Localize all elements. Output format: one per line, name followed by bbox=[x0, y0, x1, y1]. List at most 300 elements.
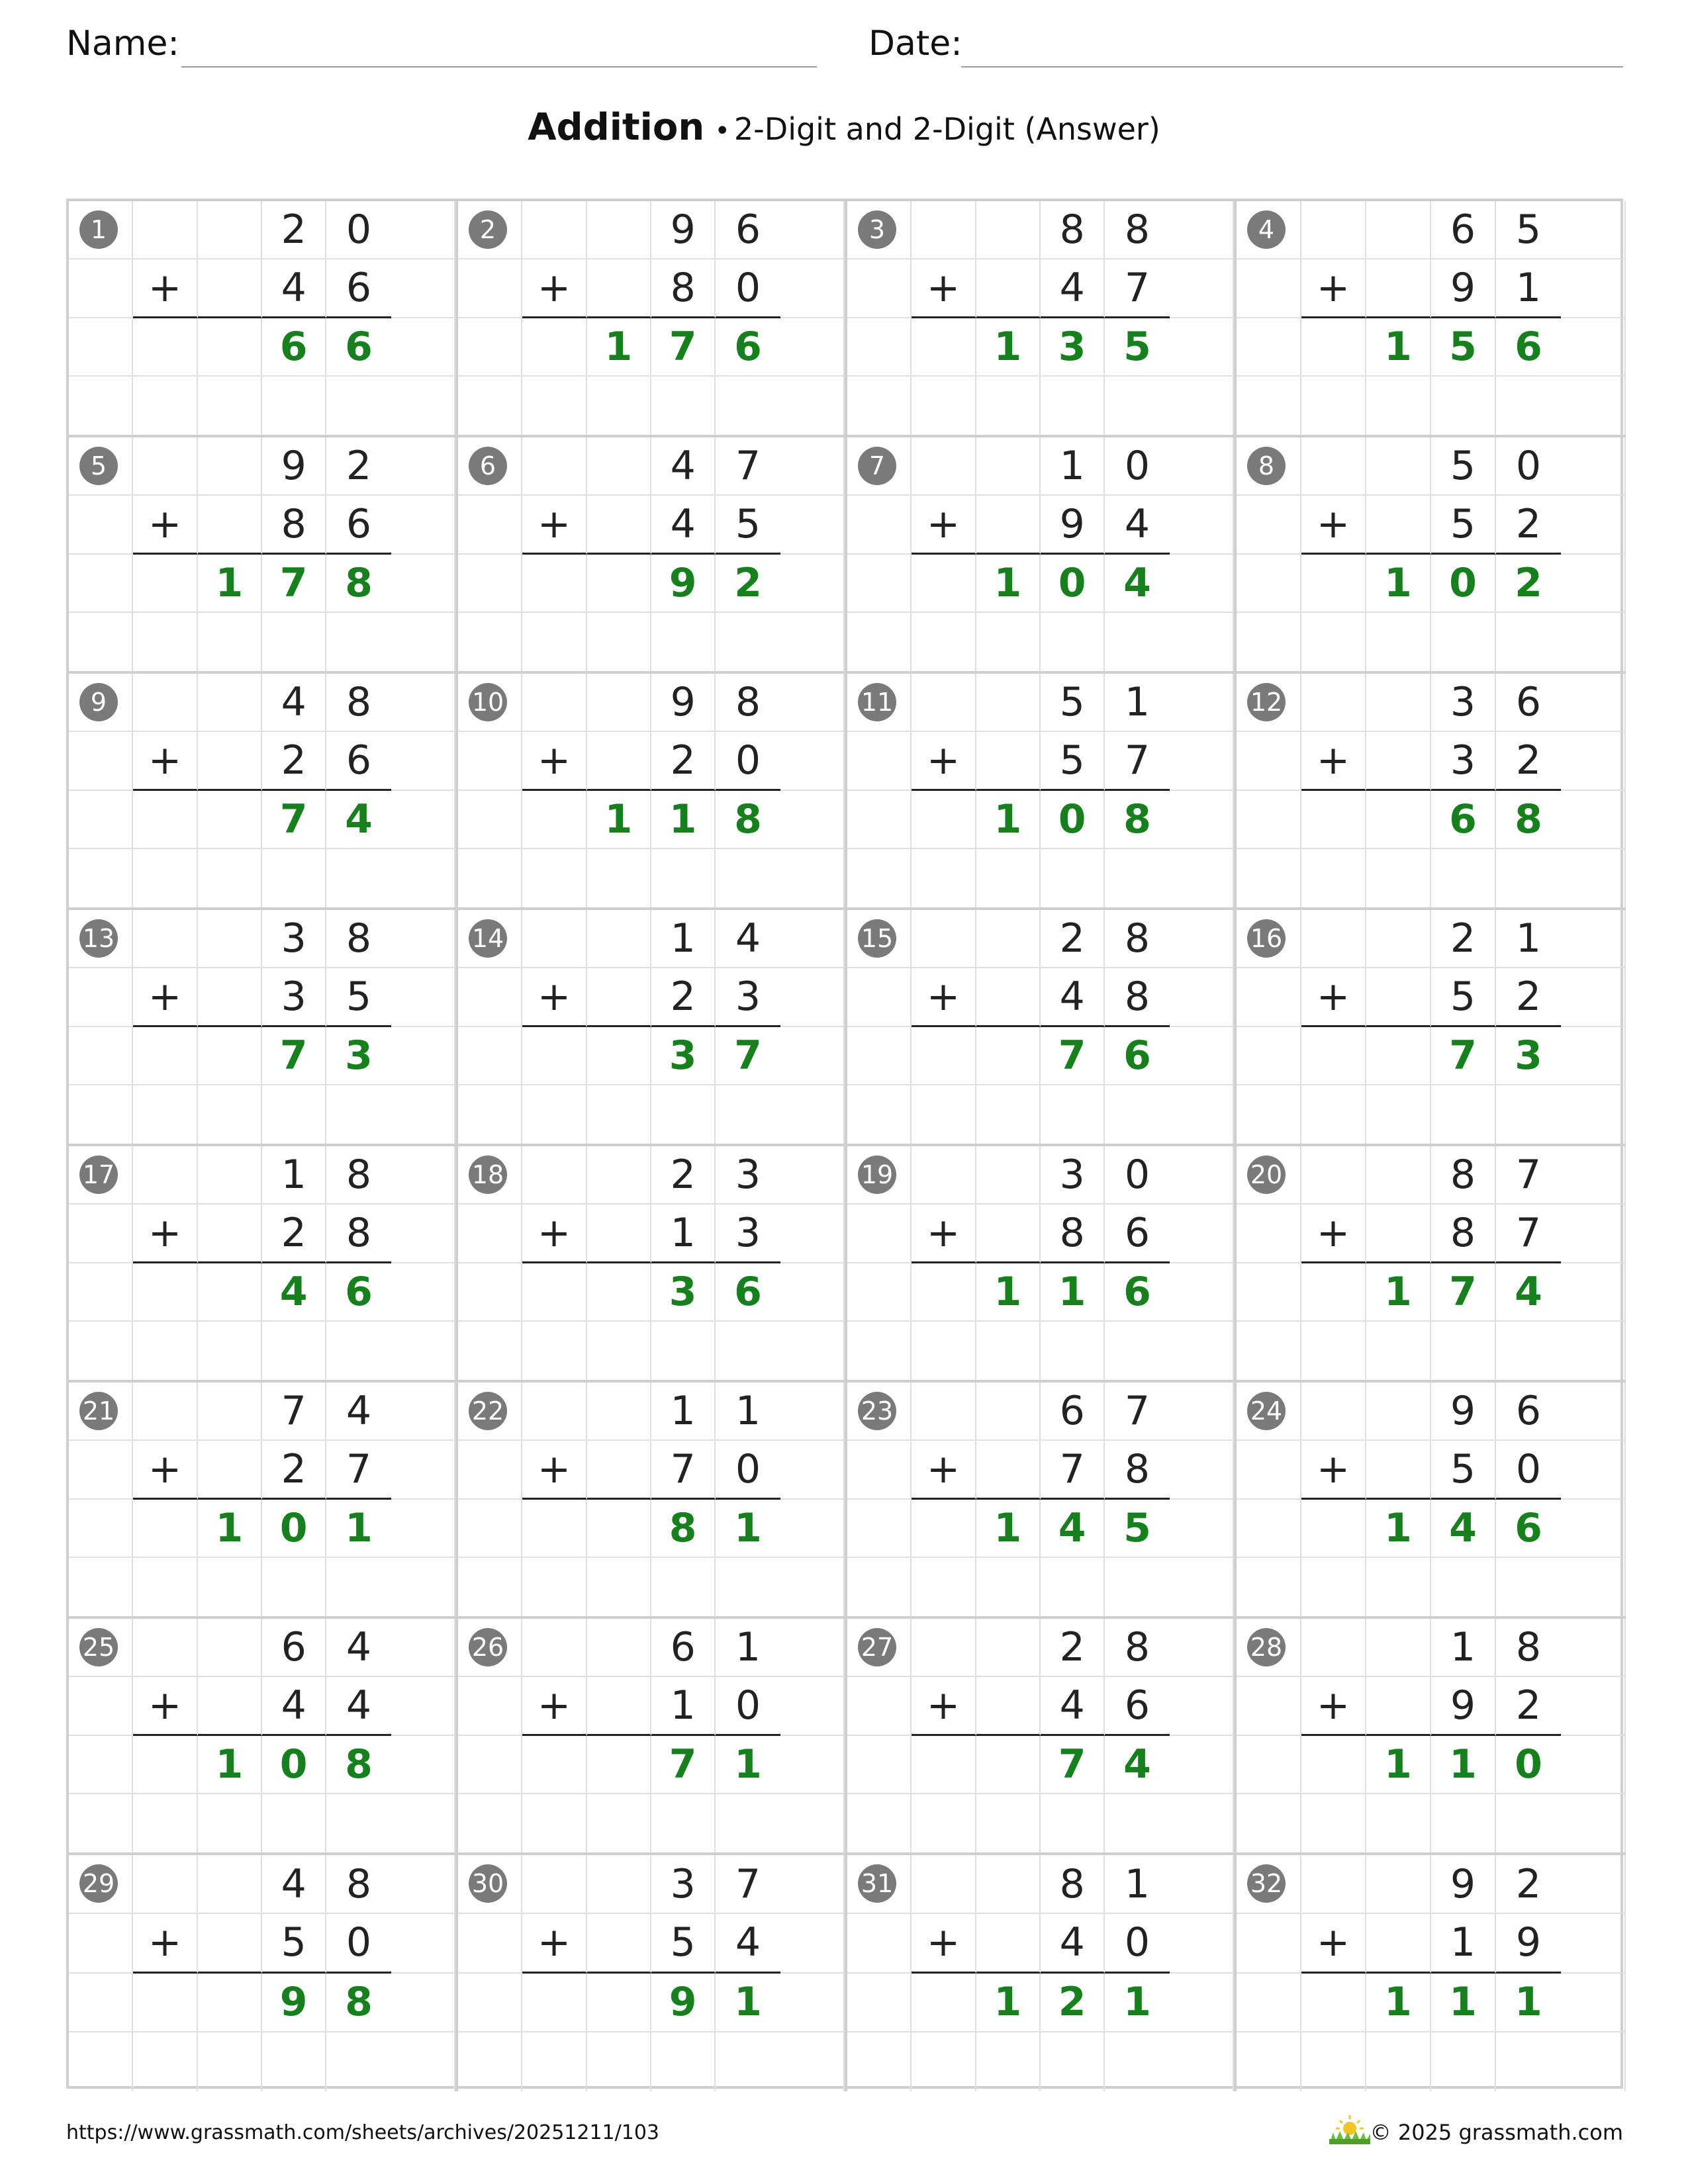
grid-cell bbox=[1561, 318, 1626, 377]
grid-cell bbox=[1105, 1085, 1169, 1144]
grid-cell bbox=[1170, 496, 1234, 554]
addend-digit: 3 bbox=[716, 1146, 780, 1205]
answer-digit: 8 bbox=[651, 1500, 716, 1558]
grid-cell bbox=[587, 1500, 651, 1558]
addend-digit: 6 bbox=[651, 1619, 716, 1677]
answer-digit: 1 bbox=[198, 555, 262, 613]
plus-sign: + bbox=[133, 496, 197, 554]
grid-cell bbox=[1561, 1085, 1626, 1144]
grid-cell bbox=[1561, 496, 1626, 554]
answer-digit: 2 bbox=[1496, 555, 1561, 613]
answer-digit: 1 bbox=[976, 1263, 1041, 1322]
grid-cell bbox=[198, 318, 262, 377]
grid-cell bbox=[912, 1558, 976, 1616]
addend-digit: 2 bbox=[651, 1146, 716, 1205]
addend-digit: 6 bbox=[326, 732, 391, 790]
grid-cell bbox=[133, 1027, 197, 1085]
grid-cell bbox=[522, 791, 586, 849]
problem-block bbox=[69, 910, 458, 1146]
grid-cell bbox=[912, 318, 976, 377]
grid-cell bbox=[847, 1322, 912, 1380]
grid-cell bbox=[912, 555, 976, 613]
grid-cell bbox=[976, 1914, 1041, 1973]
grid-cell bbox=[1237, 1205, 1301, 1263]
addend-digit: 7 bbox=[326, 1441, 391, 1499]
answer-digit: 1 bbox=[1366, 1974, 1431, 2032]
grid-cell bbox=[1301, 1146, 1366, 1205]
addend-digit: 6 bbox=[262, 1619, 326, 1677]
grid-cell bbox=[69, 849, 133, 907]
grid-cell bbox=[1105, 613, 1169, 671]
grid-cell bbox=[1237, 1736, 1301, 1794]
grid-cell bbox=[716, 613, 780, 671]
grid-cell bbox=[912, 377, 976, 435]
problem-number-badge: 22 bbox=[469, 1392, 507, 1430]
plus-sign: + bbox=[522, 968, 586, 1026]
grid-cell bbox=[1041, 2032, 1105, 2091]
grid-cell bbox=[458, 1558, 522, 1616]
grid-cell bbox=[1496, 613, 1561, 671]
grid-cell bbox=[976, 377, 1041, 435]
grid-cell bbox=[847, 555, 912, 613]
grid-cell bbox=[587, 2032, 651, 2091]
grid-cell bbox=[587, 437, 651, 496]
answer-digit: 1 bbox=[1366, 1500, 1431, 1558]
grid-cell bbox=[1366, 2032, 1431, 2091]
problem-number-badge: 4 bbox=[1247, 210, 1286, 249]
grid-cell bbox=[522, 2032, 586, 2091]
addend-digit: 8 bbox=[1041, 201, 1105, 259]
grid-cell bbox=[1237, 791, 1301, 849]
grid-cell bbox=[1301, 2032, 1366, 2091]
grid-cell bbox=[262, 377, 326, 435]
plus-sign: + bbox=[912, 496, 976, 554]
answer-digit: 8 bbox=[326, 1974, 391, 2032]
grid-cell bbox=[912, 1085, 976, 1144]
addend-digit: 1 bbox=[1105, 674, 1169, 732]
addend-digit: 4 bbox=[1041, 259, 1105, 318]
grid-cell bbox=[976, 201, 1041, 259]
grid-cell bbox=[391, 1322, 455, 1380]
grid-cell bbox=[976, 437, 1041, 496]
grid-cell bbox=[69, 1263, 133, 1322]
answer-digit: 7 bbox=[1041, 1027, 1105, 1085]
grid-cell bbox=[847, 1736, 912, 1794]
grid-cell bbox=[912, 1974, 976, 2032]
addend-digit: 9 bbox=[1041, 496, 1105, 554]
name-line[interactable] bbox=[181, 66, 817, 68]
problem-block bbox=[847, 1383, 1237, 1619]
grid-cell bbox=[1366, 968, 1431, 1026]
grid-cell bbox=[1105, 2032, 1169, 2091]
grid-cell bbox=[522, 613, 586, 671]
grid-cell bbox=[522, 1619, 586, 1677]
addend-digit: 9 bbox=[1431, 1855, 1496, 1914]
grid-cell bbox=[1366, 1914, 1431, 1973]
grid-cell bbox=[522, 1085, 586, 1144]
grid-cell bbox=[912, 1027, 976, 1085]
grid-cell bbox=[458, 1794, 522, 1852]
plus-sign: + bbox=[1301, 259, 1366, 318]
grid-cell bbox=[912, 1619, 976, 1677]
answer-digit: 1 bbox=[651, 791, 716, 849]
addend-digit: 3 bbox=[1431, 732, 1496, 790]
grid-cell bbox=[391, 732, 455, 790]
problem-number-badge: 24 bbox=[1247, 1392, 1286, 1430]
addend-digit: 2 bbox=[1496, 1855, 1561, 1914]
addend-digit: 0 bbox=[326, 1914, 391, 1973]
grid-cell bbox=[458, 1736, 522, 1794]
grid-cell bbox=[69, 968, 133, 1026]
grid-cell bbox=[1170, 1322, 1234, 1380]
grid-cell bbox=[780, 1263, 845, 1322]
grid-cell bbox=[1170, 1619, 1234, 1677]
plus-sign: + bbox=[522, 259, 586, 318]
grid-cell bbox=[198, 1794, 262, 1852]
grid-cell bbox=[780, 377, 845, 435]
grid-cell bbox=[847, 1263, 912, 1322]
grid-cell bbox=[976, 496, 1041, 554]
grid-cell bbox=[1301, 791, 1366, 849]
grid-cell bbox=[1237, 1085, 1301, 1144]
grid-cell bbox=[1170, 201, 1234, 259]
grid-cell bbox=[780, 968, 845, 1026]
grid-cell bbox=[1561, 732, 1626, 790]
grid-cell bbox=[976, 2032, 1041, 2091]
problem-number-badge: 29 bbox=[79, 1864, 118, 1903]
addend-digit: 2 bbox=[326, 437, 391, 496]
grid-cell bbox=[587, 1794, 651, 1852]
grid-cell bbox=[780, 1085, 845, 1144]
addend-digit: 2 bbox=[1496, 732, 1561, 790]
grid-cell bbox=[587, 1383, 651, 1441]
grid-cell bbox=[522, 318, 586, 377]
problem-block bbox=[69, 201, 458, 437]
answer-digit: 6 bbox=[716, 318, 780, 377]
grid-cell bbox=[198, 1914, 262, 1973]
grid-cell bbox=[912, 1500, 976, 1558]
problem-block bbox=[1237, 1855, 1626, 2091]
addend-digit: 4 bbox=[326, 1383, 391, 1441]
grid-cell bbox=[1431, 1794, 1496, 1852]
grid-cell bbox=[133, 1383, 197, 1441]
grid-cell bbox=[1301, 1736, 1366, 1794]
grid-cell bbox=[780, 259, 845, 318]
answer-digit: 7 bbox=[262, 555, 326, 613]
plus-sign: + bbox=[912, 259, 976, 318]
grid-cell bbox=[587, 555, 651, 613]
grid-cell bbox=[780, 1619, 845, 1677]
grid-cell bbox=[1041, 1085, 1105, 1144]
grid-cell bbox=[587, 674, 651, 732]
grid-cell bbox=[69, 318, 133, 377]
date-label: Date: bbox=[868, 24, 962, 64]
grid-cell bbox=[1237, 555, 1301, 613]
grid-cell bbox=[1366, 201, 1431, 259]
answer-digit: 8 bbox=[1496, 791, 1561, 849]
grid-cell bbox=[458, 732, 522, 790]
grid-cell bbox=[198, 968, 262, 1026]
grid-cell bbox=[587, 1441, 651, 1499]
grid-cell bbox=[976, 1619, 1041, 1677]
answer-digit: 3 bbox=[1041, 318, 1105, 377]
addend-digit: 1 bbox=[1431, 1914, 1496, 1973]
grid-cell bbox=[69, 1322, 133, 1380]
grid-cell bbox=[69, 1794, 133, 1852]
grid-cell bbox=[522, 1263, 586, 1322]
answer-digit: 6 bbox=[1496, 318, 1561, 377]
answer-digit: 0 bbox=[262, 1500, 326, 1558]
grid-cell bbox=[847, 732, 912, 790]
answer-digit: 0 bbox=[1041, 555, 1105, 613]
plus-sign: + bbox=[133, 1914, 197, 1973]
grid-cell bbox=[522, 555, 586, 613]
grid-cell bbox=[716, 1085, 780, 1144]
grid-cell bbox=[1301, 1500, 1366, 1558]
answer-digit: 6 bbox=[1105, 1263, 1169, 1322]
answer-digit: 3 bbox=[326, 1027, 391, 1085]
problem-block bbox=[847, 1146, 1237, 1383]
grid-cell bbox=[780, 1677, 845, 1735]
grid-cell bbox=[1496, 377, 1561, 435]
addend-digit: 2 bbox=[651, 732, 716, 790]
plus-sign: + bbox=[1301, 1441, 1366, 1499]
addend-digit: 1 bbox=[716, 1619, 780, 1677]
grid-cell bbox=[912, 791, 976, 849]
grid-cell bbox=[847, 259, 912, 318]
date-line[interactable] bbox=[961, 66, 1623, 68]
addend-digit: 2 bbox=[1496, 968, 1561, 1026]
answer-digit: 7 bbox=[1431, 1263, 1496, 1322]
grid-cell bbox=[391, 674, 455, 732]
grid-cell bbox=[587, 1263, 651, 1322]
grid-cell bbox=[198, 1558, 262, 1616]
problem-number-badge: 15 bbox=[858, 919, 896, 958]
grid-cell bbox=[780, 555, 845, 613]
grid-cell bbox=[458, 1677, 522, 1735]
grid-cell bbox=[198, 377, 262, 435]
grid-cell bbox=[847, 1441, 912, 1499]
addend-digit: 4 bbox=[651, 437, 716, 496]
problem-block bbox=[1237, 201, 1626, 437]
grid-cell bbox=[1170, 1441, 1234, 1499]
grid-cell bbox=[976, 1085, 1041, 1144]
grid-cell bbox=[780, 674, 845, 732]
problem-number-badge: 13 bbox=[79, 919, 118, 958]
grid-cell bbox=[587, 1146, 651, 1205]
grid-cell bbox=[1237, 1914, 1301, 1973]
grid-cell bbox=[587, 259, 651, 318]
grid-cell bbox=[198, 910, 262, 968]
problem-number-badge: 14 bbox=[469, 919, 507, 958]
grid-cell bbox=[1431, 1322, 1496, 1380]
grid-cell bbox=[976, 1027, 1041, 1085]
grid-cell bbox=[522, 1794, 586, 1852]
answer-digit: 1 bbox=[198, 1500, 262, 1558]
grid-cell bbox=[587, 1619, 651, 1677]
problem-number-badge: 31 bbox=[858, 1864, 896, 1903]
grid-cell bbox=[133, 555, 197, 613]
grid-cell bbox=[912, 1263, 976, 1322]
grid-cell bbox=[780, 613, 845, 671]
grid-cell bbox=[1366, 674, 1431, 732]
answer-digit: 3 bbox=[651, 1263, 716, 1322]
grid-cell bbox=[1431, 613, 1496, 671]
grid-cell bbox=[912, 674, 976, 732]
grid-cell bbox=[1170, 1027, 1234, 1085]
grid-cell bbox=[69, 1500, 133, 1558]
grid-cell bbox=[847, 1974, 912, 2032]
addend-digit: 5 bbox=[262, 1914, 326, 1973]
addend-digit: 7 bbox=[1496, 1146, 1561, 1205]
grid-cell bbox=[1301, 1322, 1366, 1380]
grid-cell bbox=[780, 1914, 845, 1973]
grid-cell bbox=[1237, 1558, 1301, 1616]
answer-digit: 7 bbox=[651, 1736, 716, 1794]
grid-cell bbox=[1561, 1263, 1626, 1322]
grid-cell bbox=[1237, 377, 1301, 435]
grid-cell bbox=[326, 1322, 391, 1380]
addend-digit: 5 bbox=[1431, 437, 1496, 496]
grid-cell bbox=[133, 2032, 197, 2091]
problem-block bbox=[847, 437, 1237, 674]
problem-block bbox=[69, 437, 458, 674]
problem-block bbox=[847, 1619, 1237, 1855]
grid-cell bbox=[1301, 849, 1366, 907]
problem-number-badge: 8 bbox=[1247, 447, 1286, 485]
grid-cell bbox=[587, 1558, 651, 1616]
plus-sign: + bbox=[522, 496, 586, 554]
grid-cell bbox=[326, 2032, 391, 2091]
grid-cell bbox=[1041, 1558, 1105, 1616]
plus-sign: + bbox=[522, 1441, 586, 1499]
grid-cell bbox=[391, 1205, 455, 1263]
problem-block bbox=[1237, 1383, 1626, 1619]
grid-cell bbox=[391, 1027, 455, 1085]
answer-digit: 0 bbox=[1041, 791, 1105, 849]
grid-cell bbox=[133, 1263, 197, 1322]
grid-cell bbox=[458, 1205, 522, 1263]
grid-cell bbox=[1105, 377, 1169, 435]
grid-cell bbox=[522, 437, 586, 496]
grid-cell bbox=[1170, 1558, 1234, 1616]
addend-digit: 9 bbox=[651, 201, 716, 259]
grid-cell bbox=[69, 1677, 133, 1735]
page-subtitle bbox=[714, 111, 1160, 147]
answer-digit: 7 bbox=[262, 791, 326, 849]
grid-cell bbox=[522, 1500, 586, 1558]
grid-cell bbox=[1041, 849, 1105, 907]
grid-cell bbox=[458, 791, 522, 849]
plus-sign: + bbox=[522, 1205, 586, 1263]
grid-cell bbox=[522, 910, 586, 968]
grid-cell bbox=[912, 437, 976, 496]
grid-cell bbox=[1561, 2032, 1626, 2091]
grid-cell bbox=[1561, 1441, 1626, 1499]
addend-digit: 1 bbox=[1496, 259, 1561, 318]
addend-digit: 5 bbox=[1041, 674, 1105, 732]
grid-cell bbox=[133, 1558, 197, 1616]
addend-digit: 7 bbox=[1105, 1383, 1169, 1441]
grid-cell bbox=[133, 674, 197, 732]
grid-cell bbox=[391, 1855, 455, 1914]
grid-cell bbox=[198, 437, 262, 496]
grid-cell bbox=[1301, 437, 1366, 496]
grid-cell bbox=[458, 1974, 522, 2032]
grid-cell bbox=[458, 1441, 522, 1499]
addend-digit: 9 bbox=[262, 437, 326, 496]
addend-digit: 6 bbox=[716, 201, 780, 259]
addend-digit: 4 bbox=[1041, 1677, 1105, 1735]
grid-cell bbox=[780, 1558, 845, 1616]
subtitle-text: 2-Digit and 2-Digit (Answer) bbox=[733, 111, 1160, 147]
problem-number-badge: 12 bbox=[1247, 683, 1286, 721]
problem-number-badge: 20 bbox=[1247, 1156, 1286, 1194]
grid-cell bbox=[1561, 968, 1626, 1026]
addend-digit: 0 bbox=[326, 201, 391, 259]
grid-cell bbox=[198, 1085, 262, 1144]
addend-digit: 6 bbox=[1496, 674, 1561, 732]
grid-cell bbox=[587, 1027, 651, 1085]
grid-cell bbox=[1170, 2032, 1234, 2091]
problem-block bbox=[69, 1146, 458, 1383]
grid-cell bbox=[391, 377, 455, 435]
answer-digit: 4 bbox=[1105, 555, 1169, 613]
grid-cell bbox=[391, 1441, 455, 1499]
answer-digit: 2 bbox=[1041, 1974, 1105, 2032]
addend-digit: 8 bbox=[1105, 910, 1169, 968]
addend-digit: 7 bbox=[262, 1383, 326, 1441]
footer-url[interactable]: https://www.grassmath.com/sheets/archives/20251211/103 bbox=[66, 2121, 660, 2144]
grid-cell bbox=[976, 1855, 1041, 1914]
grid-cell bbox=[198, 1974, 262, 2032]
addend-digit: 6 bbox=[1105, 1677, 1169, 1735]
answer-digit: 7 bbox=[262, 1027, 326, 1085]
grid-cell bbox=[1561, 1974, 1626, 2032]
addend-digit: 7 bbox=[1105, 732, 1169, 790]
addend-digit: 9 bbox=[1431, 1383, 1496, 1441]
grid-cell bbox=[1301, 1974, 1366, 2032]
grid-cell bbox=[1237, 2032, 1301, 2091]
addend-digit: 8 bbox=[1105, 201, 1169, 259]
problem-number-badge: 26 bbox=[469, 1628, 507, 1666]
grid-cell bbox=[1561, 377, 1626, 435]
problem-number-badge: 6 bbox=[469, 447, 507, 485]
grid-cell bbox=[133, 1619, 197, 1677]
answer-digit: 6 bbox=[326, 318, 391, 377]
grid-cell bbox=[1170, 791, 1234, 849]
addend-digit: 5 bbox=[716, 496, 780, 554]
grid-cell bbox=[69, 496, 133, 554]
grid-cell bbox=[198, 1027, 262, 1085]
addend-digit: 9 bbox=[1496, 1914, 1561, 1973]
grid-cell bbox=[716, 1322, 780, 1380]
grid-cell bbox=[391, 1085, 455, 1144]
answer-digit: 3 bbox=[1496, 1027, 1561, 1085]
plus-sign: + bbox=[912, 732, 976, 790]
grid-cell bbox=[391, 1263, 455, 1322]
grid-cell bbox=[458, 2032, 522, 2091]
grid-cell bbox=[1301, 1619, 1366, 1677]
grid-cell bbox=[198, 1205, 262, 1263]
grid-cell bbox=[69, 791, 133, 849]
grid-cell bbox=[912, 1855, 976, 1914]
answer-digit: 1 bbox=[587, 791, 651, 849]
grid-cell bbox=[780, 791, 845, 849]
addend-digit: 9 bbox=[1431, 259, 1496, 318]
answer-digit: 5 bbox=[1105, 1500, 1169, 1558]
grid-cell bbox=[1561, 849, 1626, 907]
